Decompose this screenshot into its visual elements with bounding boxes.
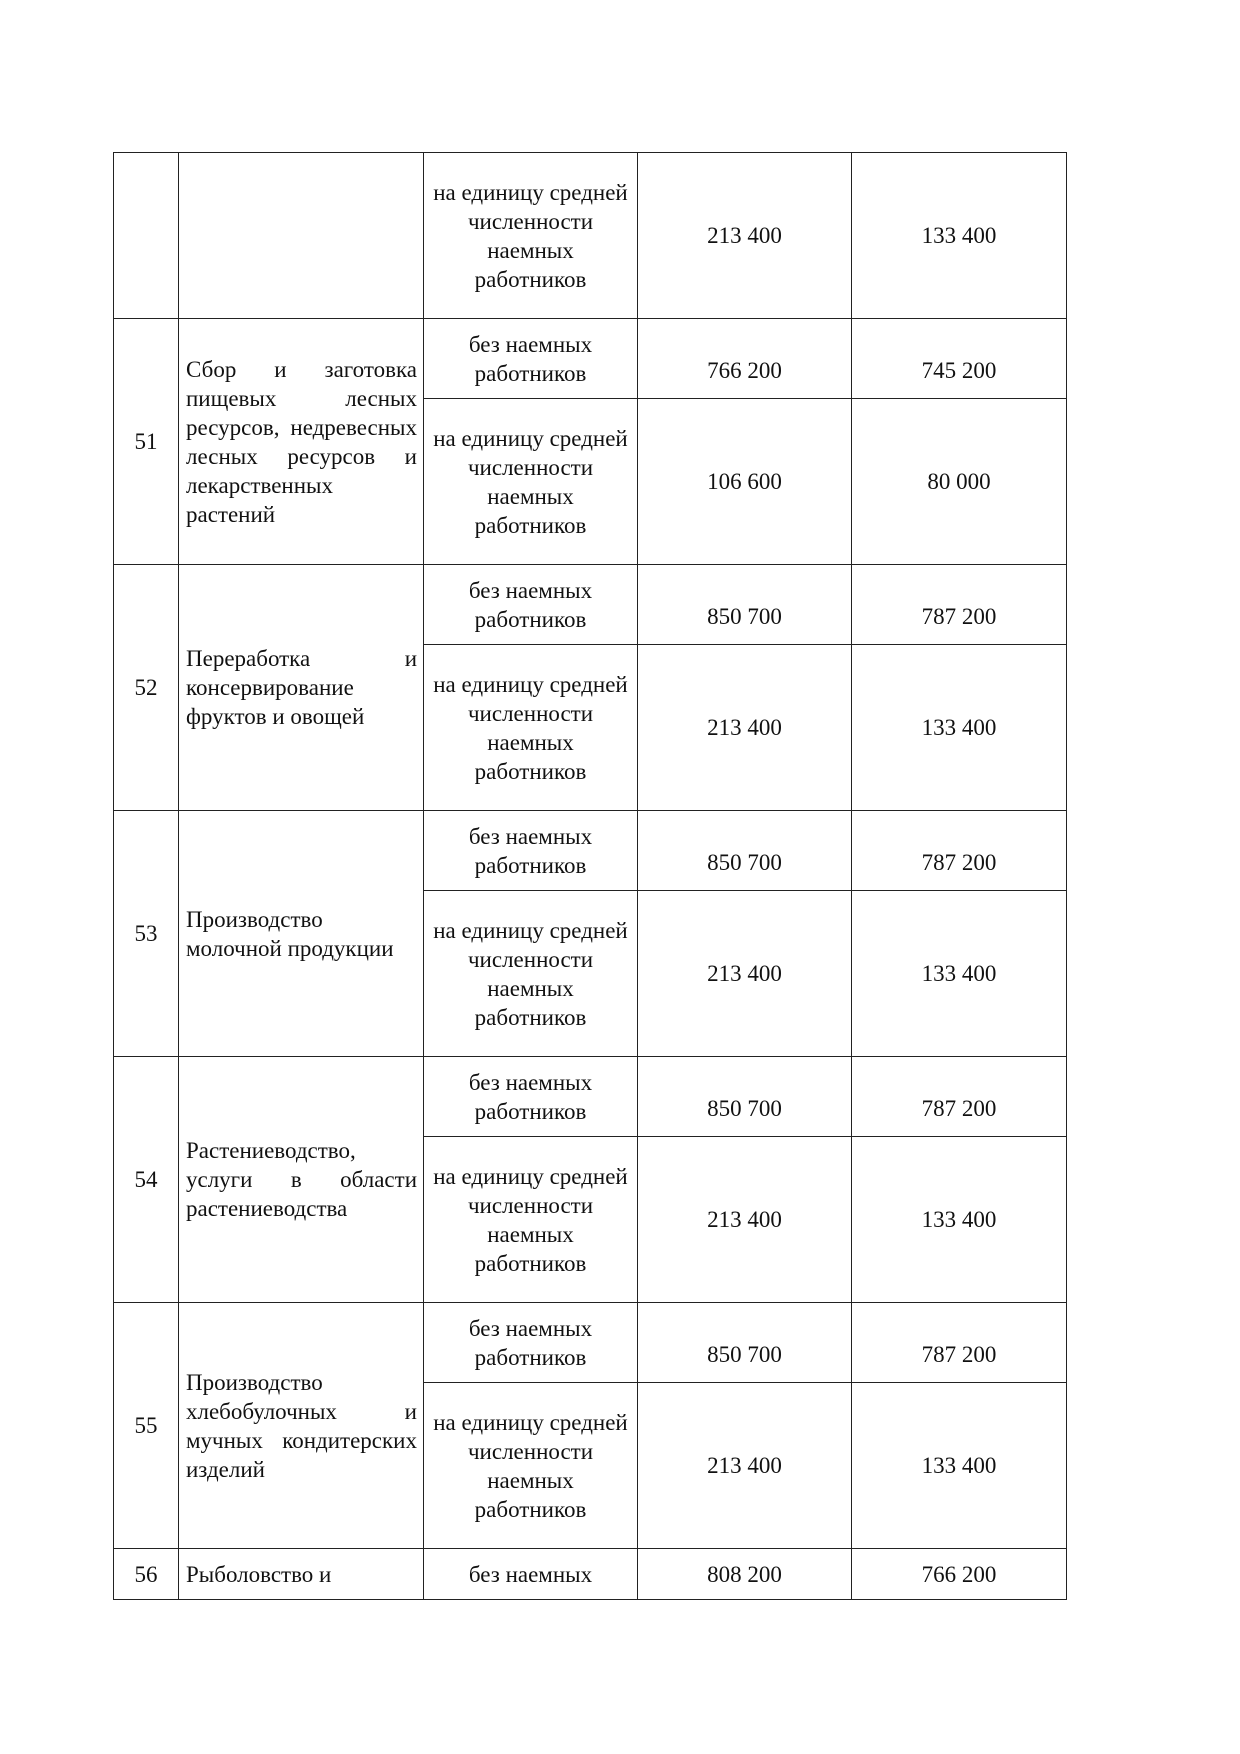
value-text: 787 200: [921, 604, 997, 629]
value-text: 850 700: [707, 850, 782, 875]
category-cell: на единицу средней численности наемных работников: [424, 1383, 638, 1549]
table-row: [114, 565, 1067, 645]
value-cell: [852, 1303, 1067, 1383]
table-row: [114, 811, 1067, 891]
value-text: 213 400: [707, 961, 782, 986]
value-text: 766 200: [707, 358, 782, 383]
value-text: 213 400: [707, 1453, 782, 1478]
value-cell: [852, 1383, 1067, 1549]
value-text: 808 200: [707, 1561, 782, 1587]
row-number: 53: [114, 811, 179, 1057]
category-cell: на единицу средней численности наемных работников: [424, 153, 638, 319]
row-number: [114, 153, 179, 319]
value-cell: [638, 811, 852, 891]
value-text: 850 700: [707, 1342, 782, 1367]
table-row: [114, 319, 1067, 399]
value-cell: [852, 565, 1067, 645]
activity-name: Сбор и заготовка пищевых лесных ресурсов, недревесных лесных ресурсов и лекарственных растений: [179, 319, 424, 565]
value-text: 787 200: [921, 850, 997, 875]
value-text: 213 400: [707, 715, 782, 740]
value-text: 133 400: [921, 223, 997, 248]
category-cell: на единицу средней численности наемных работников: [424, 1137, 638, 1303]
table-row: [114, 1057, 1067, 1137]
value-cell: [852, 891, 1067, 1057]
activity-name: Рыболовство и: [179, 1549, 424, 1600]
activity-name: [179, 153, 424, 319]
value-cell: [852, 153, 1067, 319]
row-number: 51: [114, 319, 179, 565]
category-cell: без наемных работников: [424, 811, 638, 891]
row-number: 56: [114, 1549, 179, 1600]
value-text: 850 700: [707, 1096, 782, 1121]
category-cell: без наемных работников: [424, 319, 638, 399]
table-row: [114, 1549, 1067, 1600]
value-cell: [638, 1057, 852, 1137]
value-text: 787 200: [921, 1342, 997, 1367]
value-cell: [852, 1549, 1067, 1600]
value-cell: [638, 565, 852, 645]
row-number: 55: [114, 1303, 179, 1549]
category-cell: без наемных работников: [424, 1303, 638, 1383]
value-text: 766 200: [921, 1561, 997, 1587]
value-cell: [852, 645, 1067, 811]
activity-name: Растениеводство, услуги в области растениеводства: [179, 1057, 424, 1303]
value-cell: [638, 645, 852, 811]
activity-name: Переработка и консервирование фруктов и овощей: [179, 565, 424, 811]
value-text: 213 400: [707, 1207, 782, 1232]
category-cell: на единицу средней численности наемных работников: [424, 645, 638, 811]
tax-rate-table: [113, 152, 1067, 1600]
category-cell: без наемных: [424, 1549, 638, 1600]
category-cell: без наемных работников: [424, 565, 638, 645]
value-cell: [638, 1549, 852, 1600]
value-cell: [638, 319, 852, 399]
value-text: 80 000: [927, 469, 991, 494]
value-text: 850 700: [707, 604, 782, 629]
row-number: 54: [114, 1057, 179, 1303]
value-cell: [638, 399, 852, 565]
category-cell: на единицу средней численности наемных работников: [424, 891, 638, 1057]
value-text: 787 200: [921, 1096, 997, 1121]
row-number: 52: [114, 565, 179, 811]
value-cell: [852, 1137, 1067, 1303]
value-text: 133 400: [921, 715, 997, 740]
value-text: 133 400: [921, 1453, 997, 1478]
value-cell: [852, 319, 1067, 399]
activity-name: Производство молочной продукции: [179, 811, 424, 1057]
value-text: 133 400: [921, 961, 997, 986]
value-text: 213 400: [707, 223, 782, 248]
value-cell: [638, 1137, 852, 1303]
table-row: [114, 153, 1067, 319]
category-cell: без наемных работников: [424, 1057, 638, 1137]
value-text: 106 600: [707, 469, 782, 494]
value-cell: [852, 811, 1067, 891]
value-cell: [638, 1383, 852, 1549]
value-text: 745 200: [921, 358, 997, 383]
table-row: [114, 1303, 1067, 1383]
activity-name: Производство хлебобулочных и мучных кондитерских изделий: [179, 1303, 424, 1549]
value-cell: [852, 399, 1067, 565]
category-cell: на единицу средней численности наемных работников: [424, 399, 638, 565]
value-cell: [638, 153, 852, 319]
value-cell: [638, 1303, 852, 1383]
value-cell: [852, 1057, 1067, 1137]
value-text: 133 400: [921, 1207, 997, 1232]
value-cell: [638, 891, 852, 1057]
